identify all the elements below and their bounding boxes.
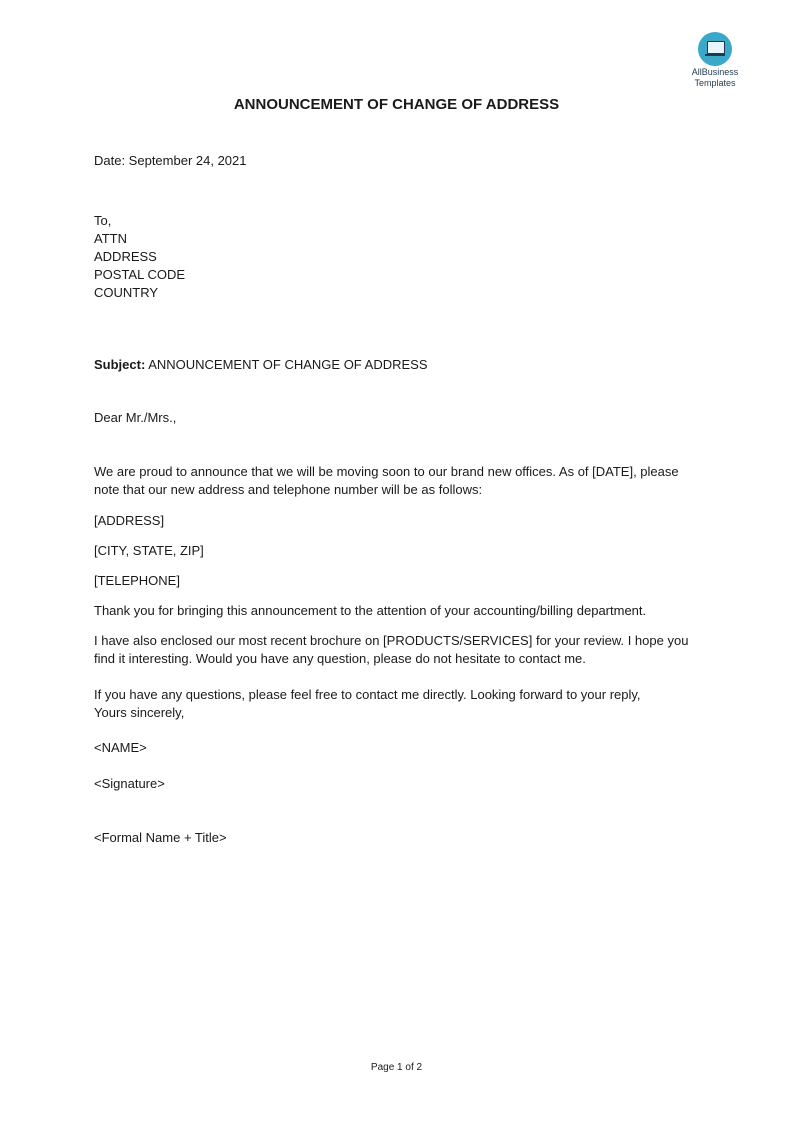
subject-text: ANNOUNCEMENT OF CHANGE OF ADDRESS	[148, 357, 428, 372]
letter-date: Date: September 24, 2021	[94, 153, 247, 168]
page-number: Page 1 of 2	[370, 1062, 423, 1073]
subject-line	[94, 356, 428, 374]
brand-logo	[680, 32, 750, 88]
signature-placeholder: <Signature>	[94, 776, 165, 791]
recipient-address: ADDRESS	[94, 249, 157, 264]
recipient-to: To,	[94, 213, 112, 228]
body-paragraph-1: We are proud to announce that we will be moving soon to our brand new offices. As of [DATE], please note that our new address and telephone number will be as follows:	[94, 464, 679, 497]
subject-label: Subject:	[94, 357, 146, 372]
greeting: Dear Mr./Mrs.,	[94, 410, 177, 425]
document-title: ANNOUNCEMENT OF CHANGE OF ADDRESS	[233, 96, 560, 113]
logo-text-line1: AllBusiness	[691, 67, 739, 77]
recipient-attn: ATTN	[94, 231, 127, 246]
new-telephone: [TELEPHONE]	[94, 573, 180, 588]
closing: Yours sincerely,	[94, 705, 185, 720]
signer-name: <NAME>	[94, 740, 147, 755]
new-city: [CITY, STATE, ZIP]	[94, 543, 204, 558]
logo-text-line2: Templates	[694, 78, 736, 88]
recipient-country: COUNTRY	[94, 285, 159, 300]
body-paragraph-3: I have also enclosed our most recent brochure on [PRODUCTS/SERVICES] for your review. I hope you find it interesting. Would you have any question, please do not hesitate to contact me.	[94, 633, 689, 666]
new-address: [ADDRESS]	[94, 513, 165, 528]
recipient-postal-code: POSTAL CODE	[94, 267, 186, 282]
formal-name-title: <Formal Name + Title>	[94, 830, 227, 845]
body-paragraph-2: Thank you for bringing this announcement to the attention of your accounting/billing department.	[94, 603, 647, 618]
body-paragraph-4: If you have any questions, please feel free to contact me directly. Looking forward to your reply,	[94, 687, 641, 702]
laptop-icon	[698, 32, 732, 66]
